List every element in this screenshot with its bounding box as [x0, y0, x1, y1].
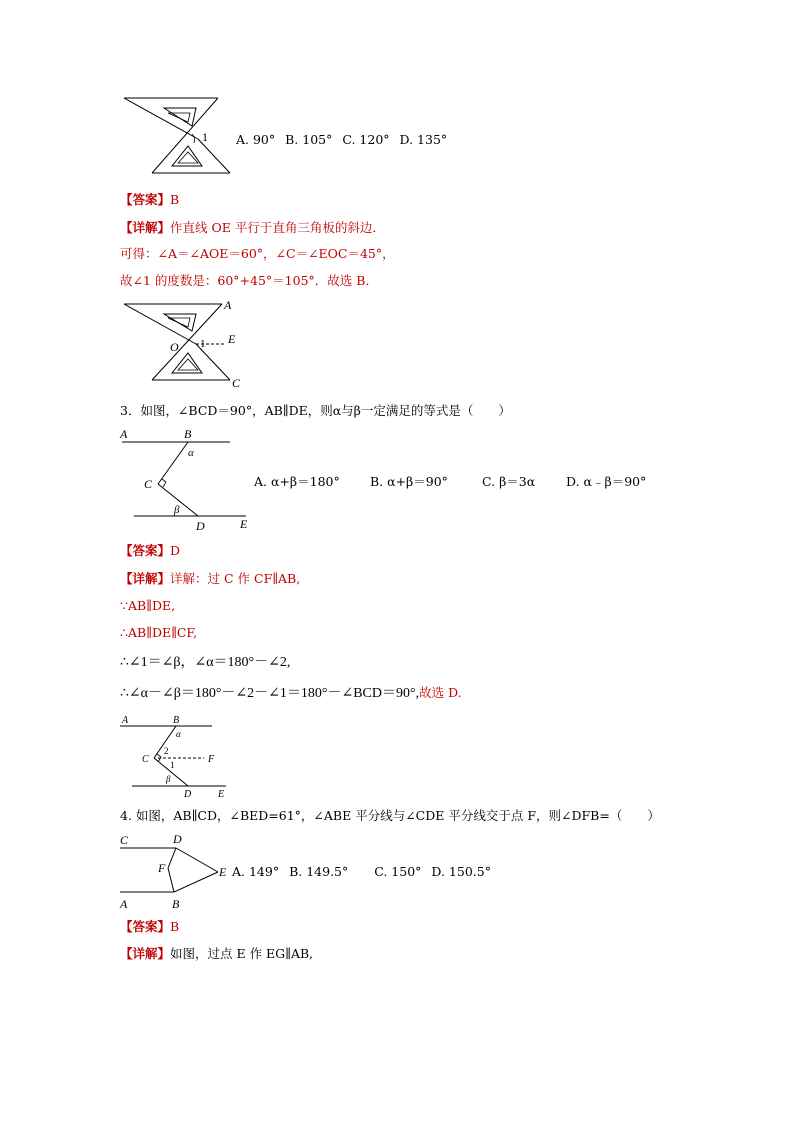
q4-fig-label-F: F: [158, 861, 166, 875]
q2-answer-line: [120, 192, 179, 208]
q4-figure: [118, 830, 234, 912]
q2-fig2-label-A: A: [224, 298, 232, 312]
q2-option-c[interactable]: C. 120°: [342, 132, 390, 147]
q4-fig-label-C: C: [120, 833, 129, 847]
q3-question: 3．如图，∠BCD＝90°，AB∥DE，则α与β一定满足的等式是（ ）: [120, 403, 511, 418]
q2-option-b[interactable]: B. 105°: [285, 132, 333, 147]
q2-detail-line2: 可得：∠A＝∠AOE＝60°，∠C＝∠EOC＝45°，: [120, 246, 395, 261]
q4-answer-value: B: [170, 919, 180, 934]
q4-option-a[interactable]: A. 149°: [232, 864, 280, 879]
q2-detail-line3: 故∠1 的度数是：60°+45°＝105°．故选 B．: [120, 273, 378, 288]
q3-fig-label-B: B: [184, 427, 192, 441]
q4-detail-tag: 【详解】: [120, 946, 171, 961]
q3-detail-line5-wrap: [120, 682, 462, 702]
q3-detail-line4: ∴∠1＝∠β，∠α＝180°－∠2,: [120, 655, 291, 670]
q3-fig2-label-F: F: [208, 754, 215, 765]
q4-fig-label-D: D: [173, 832, 182, 846]
q2-detail-tag: 【详解】: [120, 220, 171, 235]
q3-fig-label-A: A: [120, 427, 128, 441]
q4-fig-label-A: A: [120, 897, 128, 911]
q3-fig2-label-D: D: [184, 789, 192, 800]
q3-answer-line: [120, 543, 180, 559]
q3-detail-figure: [118, 712, 234, 798]
q3-detail-line5-end: 故选 D.: [419, 685, 462, 700]
q2-option-d[interactable]: D. 135°: [399, 132, 448, 147]
q4-fig-label-B: B: [172, 897, 180, 911]
q4-detail-text1: 如图，过点 E 作 EG∥AB,: [170, 946, 314, 961]
q3-fig-label-alpha: α: [188, 447, 194, 459]
q2-answer-tag: 【答案】: [120, 192, 171, 207]
q3-fig-label-beta: β: [174, 504, 180, 516]
q3-option-d[interactable]: D. α﹣β＝90°: [566, 474, 647, 489]
q3-fig2-label-E: E: [218, 789, 225, 800]
q3-detail-text1: 详解：过 C 作 CF∥AB,: [170, 571, 301, 586]
q2-detail-figure: [118, 298, 248, 390]
q4-option-b[interactable]: B. 149.5°: [289, 864, 349, 879]
q4-question: 4. 如图，AB∥CD，∠BED=61°，∠ABE 平分线与∠CDE 平分线交于点 F，则∠DFB=（ ）: [120, 808, 660, 823]
q3-detail-line5: ∴∠α－∠β＝180°－∠2－∠1＝180°－∠BCD＝90°,: [120, 686, 420, 701]
q3-detail-line3: ∴AB∥DE∥CF,: [120, 625, 198, 640]
q3-option-c[interactable]: C. β＝3α: [482, 474, 536, 489]
q3-answer-value: D: [170, 543, 181, 558]
q3-figure: [118, 424, 258, 532]
q2-answer-value: B: [170, 192, 180, 207]
q4-options: [232, 864, 497, 880]
q2-option-a[interactable]: A. 90°: [236, 132, 276, 147]
q2-options: [236, 132, 453, 148]
q3-detail-line2: ∵AB∥DE,: [120, 598, 176, 613]
q4-answer-line: [120, 919, 179, 935]
q3-fig-label-C: C: [144, 477, 153, 491]
q4-answer-tag: 【答案】: [120, 919, 171, 934]
q4-option-d[interactable]: D. 150.5°: [431, 864, 491, 879]
q3-fig-label-E: E: [240, 517, 248, 531]
q2-detail-line1: [120, 220, 385, 236]
q3-fig2-label-1: 1: [170, 760, 175, 770]
q4-option-c[interactable]: C. 150°: [374, 864, 422, 879]
q2-detail-text1: 作直线 OE 平行于直角三角板的斜边．: [170, 220, 385, 235]
q4-detail-line1: [120, 946, 313, 962]
q2-fig2-label-1: 1: [200, 338, 206, 350]
q3-fig-label-D: D: [196, 519, 205, 533]
q4-fig-label-E: E: [219, 865, 227, 879]
q2-figure-triangles: [118, 94, 228, 178]
q3-fig2-label-A: A: [122, 715, 129, 726]
q3-detail-line1: [120, 571, 300, 587]
q2-fig-label-1: 1: [202, 130, 208, 144]
q3-fig2-label-B: B: [173, 715, 180, 726]
q2-fig2-label-O: O: [170, 340, 179, 354]
q2-fig2-label-C: C: [232, 376, 241, 390]
q3-option-b[interactable]: B. α+β＝90°: [370, 474, 448, 489]
q3-answer-tag: 【答案】: [120, 543, 171, 558]
q3-fig2-label-2: 2: [164, 746, 169, 756]
q2-fig2-label-E: E: [228, 332, 236, 346]
q3-fig2-label-alpha: α: [176, 729, 181, 739]
q3-fig2-label-C: C: [142, 754, 149, 765]
q3-detail-tag: 【详解】: [120, 571, 171, 586]
q3-fig2-label-beta: β: [166, 774, 171, 784]
q3-option-a[interactable]: A. α+β＝180°: [254, 474, 340, 489]
